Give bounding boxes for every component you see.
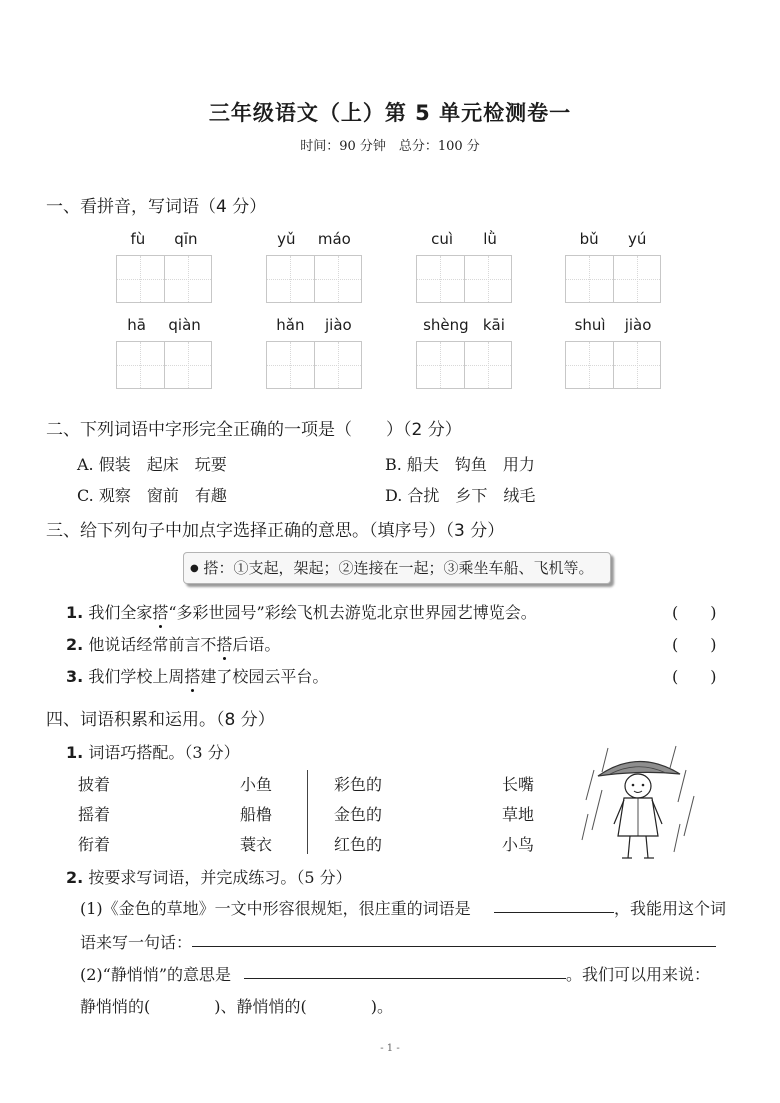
writing-grid[interactable] [416,255,512,303]
match-right-target[interactable]: 小鸟 [502,835,535,854]
writing-cell[interactable] [117,256,164,302]
q2-label: 2. 按要求写词语，并完成练习。（5 分） [66,868,352,887]
section4-heading: 四、词语积累和运用。（8 分） [46,710,275,730]
writing-cell[interactable] [566,342,613,388]
answer-blank[interactable] [494,912,614,913]
writing-cell[interactable] [613,256,661,302]
q1-label: 1. 词语巧搭配。（3 分） [66,743,240,762]
boy-with-bamboo-hat-illustration [580,740,700,862]
writing-cell[interactable] [117,342,164,388]
pinyin-syllable: lǜ [483,230,497,248]
match-left-target[interactable]: 蓑衣 [240,835,273,854]
writing-grid[interactable] [116,255,212,303]
column-divider [307,770,308,854]
pinyin-syllable: máo [317,230,351,248]
item-number: 1. [66,603,84,622]
answer-paren-1[interactable]: ( ) [672,603,717,622]
dotted-char: 搭 [152,600,168,623]
definition-box [183,552,611,584]
q2-line1-end: ，我能用这个词 [614,899,727,918]
item-number: 2. [66,635,84,654]
match-left-target[interactable]: 小鱼 [240,775,273,794]
pinyin-label [266,230,362,248]
pinyin-label [416,316,512,334]
writing-cell[interactable] [417,342,464,388]
writing-cell[interactable] [464,342,512,388]
pinyin-syllable: jiào [325,316,352,334]
match-right-target[interactable]: 长嘴 [502,775,535,794]
option-b[interactable]: B. 船夫 钩鱼 用力 [385,455,535,474]
answer-paren-2[interactable]: ( ) [672,635,717,654]
q2-line2-text: 语来写一句话： [80,933,193,952]
sentence-text: 他说话经常前言不搭后语。 [88,635,280,654]
pinyin-label [116,230,212,248]
match-left-word[interactable]: 摇着 [78,805,111,824]
fill-in-paren-1[interactable]: 静悄悄的( ) [80,997,221,1016]
q2-line3-end: 。我们可以用来说： [566,965,711,984]
match-right-word[interactable]: 彩色的 [334,775,383,794]
pinyin-syllable: cuì [431,230,454,248]
section1-heading: 一、看拼音，写词语（4 分） [46,197,267,217]
item-number: 3. [66,667,84,686]
writing-cell[interactable] [566,256,613,302]
sentence-item-3 [66,664,328,687]
sentence-text: 我们全家搭“多彩世园号”彩绘飞机去游览北京世界园艺博览会。 [88,603,536,622]
writing-cell[interactable] [267,256,314,302]
answer-paren-3[interactable]: ( ) [672,667,717,686]
option-c[interactable]: C. 观察 窗前 有趣 [77,486,227,505]
pinyin-label [565,316,661,334]
definition-text: 搭：①支起，架起；②连接在一起；③乘坐车船、飞机等。 [203,559,594,577]
writing-cell[interactable] [164,256,212,302]
writing-grid[interactable] [116,341,212,389]
option-a[interactable]: A. 假装 起床 玩要 [77,455,227,474]
pinyin-syllable: shèng [423,316,469,334]
pinyin-label [416,230,512,248]
page-title: 三年级语文（上）第 5 单元检测卷一 [208,101,572,125]
match-right-word[interactable]: 红色的 [334,835,383,854]
dotted-char: 搭 [216,632,232,655]
pinyin-syllable: yú [627,230,647,248]
q2-line3-text: (2)“静悄悄”的意思是 [80,965,232,984]
pinyin-label [266,316,362,334]
q2-line1-text: (1)《金色的草地》一文中形容很规矩，很庄重的词语是 [80,899,471,918]
pinyin-syllable: jiào [624,316,652,334]
sentence-item-2 [66,632,280,655]
writing-grid[interactable] [565,255,661,303]
fill-in-paren-2[interactable]: 、静悄悄的( ) [220,997,377,1016]
pinyin-syllable: kāi [482,316,505,334]
writing-grid[interactable] [416,341,512,389]
exam-info: 时间：90 分钟 总分：100 分 [300,139,480,154]
writing-cell[interactable] [314,342,362,388]
writing-cell[interactable] [613,342,661,388]
match-right-target[interactable]: 草地 [502,805,535,824]
meaning-blank[interactable] [244,978,566,979]
match-left-word[interactable]: 衔着 [78,835,111,854]
bullet-icon: ● [190,563,199,574]
pinyin-syllable: hǎn [276,316,305,334]
match-left-word[interactable]: 披着 [78,775,111,794]
pinyin-syllable: fù [130,230,146,248]
writing-grid[interactable] [266,341,362,389]
writing-cell[interactable] [267,342,314,388]
section2-heading: 二、下列词语中字形完全正确的一项是（ ）（2 分） [46,420,462,440]
pinyin-syllable: qiàn [168,316,201,334]
pinyin-syllable: qīn [174,230,198,248]
match-right-word[interactable]: 金色的 [334,805,383,824]
q2-line4: 静悄悄的( )、静悄悄的( )。 [80,997,394,1016]
dotted-char: 搭 [184,664,200,687]
writing-cell[interactable] [464,256,512,302]
writing-cell[interactable] [164,342,212,388]
pinyin-label [116,316,212,334]
writing-cell[interactable] [417,256,464,302]
option-d[interactable]: D. 合扰 乡下 绒毛 [385,486,536,505]
match-left-target[interactable]: 船橹 [240,805,273,824]
pinyin-syllable: hā [127,316,146,334]
pinyin-syllable: shuì [574,316,606,334]
sentence-blank[interactable] [192,946,716,947]
sentence-text: 我们学校上周搭建了校园云平台。 [88,667,328,686]
page-number: - 1 - [380,1043,400,1054]
pinyin-syllable: bǔ [579,230,599,248]
pinyin-label [565,230,661,248]
writing-grid[interactable] [266,255,362,303]
section3-heading: 三、给下列句子中加点字选择正确的意思。（填序号）（3 分） [46,521,505,541]
pinyin-syllable: yǔ [277,230,296,248]
writing-cell[interactable] [314,256,362,302]
sentence-item-1 [66,600,537,623]
writing-grid[interactable] [565,341,661,389]
